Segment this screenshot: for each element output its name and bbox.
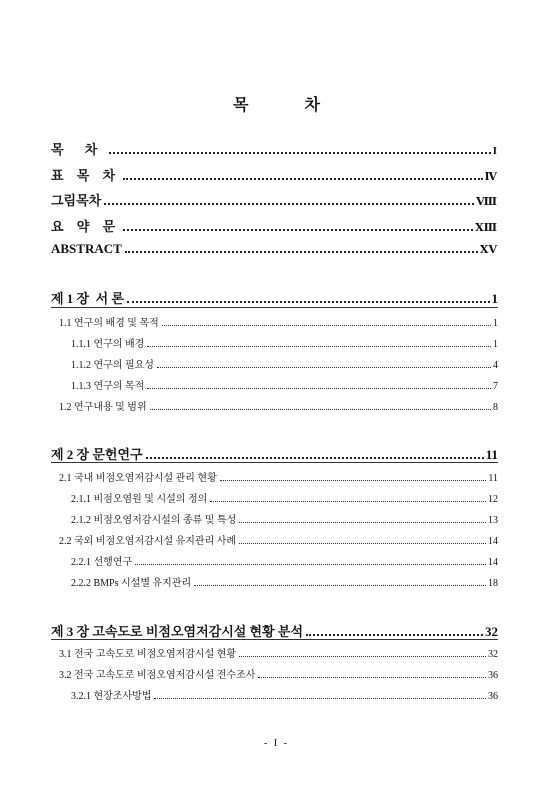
toc-section-page: 8 (493, 402, 498, 413)
toc-entry-page: Ⅷ (476, 196, 497, 208)
toc-section[interactable] (59, 645, 498, 660)
dot-leader (239, 522, 486, 523)
toc-subsection-page: 7 (493, 381, 498, 392)
toc-entry-contents[interactable] (51, 139, 497, 158)
toc-entry-label: 목 차 (51, 142, 107, 157)
toc-section[interactable] (59, 314, 498, 329)
toc-entry-list-of-tables[interactable] (51, 165, 497, 184)
toc-section[interactable] (59, 666, 498, 681)
toc-subsection[interactable] (71, 511, 498, 526)
toc-section-label: 3.2 전국 고속도로 비점오염저감시설 전수조사 (59, 670, 256, 681)
dot-leader (123, 178, 482, 180)
toc-entry-page: ⅩⅤ (479, 244, 497, 256)
toc-chapter-label: 제 3 장 고속도로 비점오염저감시설 현황 분석 (51, 624, 304, 639)
dot-leader (109, 152, 490, 154)
toc-entry-list-of-figures[interactable] (51, 190, 497, 209)
toc-entry-page: Ⅳ (484, 171, 497, 183)
toc-section-page: 1 (493, 318, 498, 329)
toc-section-label: 2.2 국외 비점오염저감시설 유지관리 사례 (59, 536, 237, 547)
dot-leader (147, 388, 491, 389)
toc-chapter-label: 제 1 장 서 론 (51, 291, 124, 306)
toc-subsection[interactable] (71, 356, 498, 371)
page-title: 목 차 (233, 97, 346, 114)
toc-section[interactable] (59, 532, 498, 547)
toc-section[interactable] (59, 469, 498, 484)
toc-subsection[interactable] (71, 687, 498, 702)
toc-entry-label: 그림목차 (51, 193, 102, 208)
toc-chapter-page: 32 (485, 624, 498, 639)
toc-chapter-page: 11 (485, 447, 498, 462)
toc-subsection[interactable] (71, 335, 498, 350)
chapter-divider (51, 639, 498, 640)
toc-entry-label: ABSTRACT (51, 241, 122, 256)
toc-section-label: 2.1 국내 비점오염저감시설 관리 현황 (59, 473, 217, 484)
dot-leader (135, 564, 486, 565)
toc-subsection[interactable] (71, 553, 498, 568)
dot-leader (194, 585, 486, 586)
toc-entry-abstract[interactable] (51, 241, 497, 257)
toc-entry-label: 요 약 문 (51, 219, 121, 234)
dot-leader (104, 203, 474, 205)
dot-leader (239, 656, 486, 657)
toc-subsection-label: 2.1.1 비점오염원 및 시설의 정의 (71, 494, 208, 505)
toc-subsection-page: 13 (488, 515, 498, 526)
toc-subsection-label: 2.2.2 BMPs 시설별 유지관리 (71, 578, 192, 589)
dot-leader (162, 325, 491, 326)
toc-entry-summary[interactable] (51, 216, 497, 235)
toc-subsection-page: 12 (488, 494, 498, 505)
toc-subsection-page: 1 (493, 339, 498, 350)
toc-subsection-page: 36 (488, 691, 498, 702)
toc-chapter-page: 1 (491, 291, 498, 306)
toc-section-label: 1.1 연구의 배경 및 목적 (59, 318, 159, 329)
toc-section-page: 36 (488, 670, 498, 681)
toc-subsection-label: 1.1.1 연구의 배경 (71, 339, 145, 350)
toc-entry-page: ⅩⅢ (475, 222, 497, 234)
dot-leader (123, 229, 473, 231)
toc-subsection-label: 1.1.3 연구의 목적 (71, 381, 145, 392)
toc-subsection-label: 3.2.1 현장조사방법 (71, 691, 152, 702)
dot-leader (125, 251, 478, 253)
dot-leader (239, 543, 486, 544)
toc-subsection-label: 1.1.2 연구의 필요성 (71, 360, 154, 371)
toc-subsection-label: 2.2.1 선행연구 (71, 557, 133, 568)
page-number-footer: - I - (264, 738, 289, 749)
toc-section-page: 14 (488, 536, 498, 547)
dot-leader (306, 634, 483, 636)
toc-entry-page: I (492, 145, 497, 157)
toc-chapter-1[interactable] (51, 288, 498, 307)
dot-leader (154, 698, 486, 699)
dot-leader (147, 346, 491, 347)
toc-entry-label: 표 목 차 (51, 168, 121, 183)
toc-subsection[interactable] (71, 377, 498, 392)
toc-subsection-page: 14 (488, 557, 498, 568)
toc-chapter-label: 제 2 장 문헌연구 (51, 447, 143, 462)
dot-leader (210, 501, 486, 502)
toc-subsection[interactable] (71, 574, 498, 589)
toc-section-page: 11 (488, 473, 498, 484)
dot-leader (127, 301, 490, 303)
dot-leader (150, 409, 491, 410)
toc-section-page: 32 (488, 649, 498, 660)
chapter-divider (51, 307, 498, 308)
dot-leader (157, 367, 491, 368)
toc-subsection-label: 2.1.2 비점오염저감시설의 종류 및 특성 (71, 515, 237, 526)
toc-chapter-2[interactable] (51, 444, 498, 463)
toc-subsection[interactable] (71, 490, 498, 505)
toc-subsection-page: 4 (493, 360, 498, 371)
toc-section-label: 1.2 연구내용 및 범위 (59, 402, 147, 413)
chapter-divider (51, 462, 498, 463)
toc-section[interactable] (59, 398, 498, 413)
dot-leader (220, 480, 487, 481)
dot-leader (146, 457, 484, 459)
dot-leader (258, 677, 486, 678)
toc-chapter-3[interactable] (51, 621, 498, 640)
toc-section-label: 3.1 전국 고속도로 비점오염저감시설 현황 (59, 649, 237, 660)
toc-subsection-page: 18 (488, 578, 498, 589)
